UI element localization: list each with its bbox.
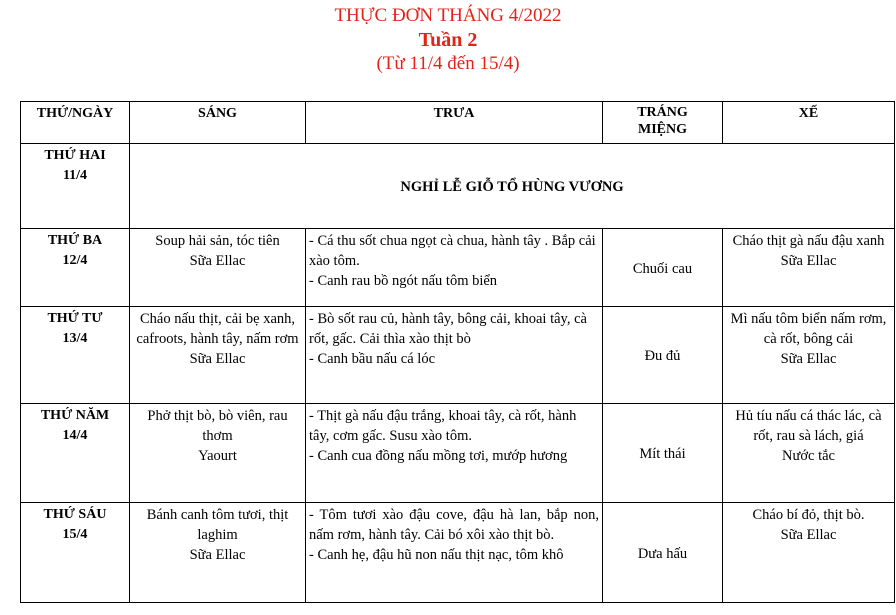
day-name: THỨ TƯ (47, 311, 103, 326)
morning-dish: Bánh canh tôm tươi, thịt laghim (146, 507, 289, 543)
afternoon-cell (723, 503, 895, 603)
table-row (21, 229, 895, 307)
lunch-main: - Thịt gà nấu đậu trắng, khoai tây, cà rốt, hành tây, cơm gấc. Susu xào tôm. (309, 408, 577, 444)
table-row (21, 503, 895, 603)
afternoon-dish: Cháo bí đỏ, thịt bò. (752, 507, 865, 523)
lunch-soup: - Canh hẹ, đậu hũ non nấu thịt nạc, tôm khô (309, 547, 564, 563)
morning-drink: Sữa Ellac (189, 253, 246, 269)
lunch-cell (306, 503, 603, 603)
dessert-cell: Chuối cau (603, 229, 723, 307)
afternoon-cell (723, 229, 895, 307)
lunch-soup: - Canh bầu nấu cá lóc (309, 351, 436, 367)
day-name: THỨ HAI (44, 148, 106, 163)
day-date: 15/4 (62, 527, 88, 542)
col-header-lunch: TRƯA (306, 102, 603, 144)
morning-dish: Soup hải sản, tóc tiên (155, 233, 280, 249)
col-header-dessert-line2: MIỆNG (638, 122, 687, 137)
table-row (21, 144, 895, 229)
lunch-cell (306, 404, 603, 503)
menu-date-range: (Từ 11/4 đến 15/4) (376, 53, 520, 74)
afternoon-drink: Sữa Ellac (780, 527, 837, 543)
morning-drink: Sữa Ellac (189, 351, 246, 367)
lunch-main: - Cá thu sốt chua ngọt cà chua, hành tây . Bắp cải xào tôm. (309, 233, 596, 269)
dessert-cell: Mít thái (603, 404, 723, 503)
lunch-cell (306, 229, 603, 307)
dessert-cell: Đu đủ (603, 307, 723, 404)
lunch-soup: - Canh rau bồ ngót nấu tôm biển (309, 273, 498, 289)
morning-drink: Yaourt (198, 448, 237, 464)
menu-header (0, 4, 896, 76)
day-date: 11/4 (62, 168, 88, 183)
menu-week: Tuần 2 (418, 29, 478, 51)
col-header-dessert (603, 102, 723, 144)
afternoon-dish: Hủ tíu nấu cá thác lác, cà rốt, rau sà lách, giá (735, 408, 882, 444)
dessert-cell: Dưa hấu (603, 503, 723, 603)
day-name: THỨ SÁU (43, 507, 107, 522)
afternoon-cell (723, 404, 895, 503)
morning-dish: Cháo nấu thịt, cải bẹ xanh, cafroots, hành tây, nấm rơm (136, 311, 299, 347)
afternoon-cell (723, 307, 895, 404)
afternoon-dish: Cháo thịt gà nấu đậu xanh (732, 233, 885, 249)
day-cell (21, 144, 130, 229)
menu-title: THỰC ĐƠN THÁNG 4/2022 (334, 5, 562, 26)
day-name: THỨ NĂM (40, 408, 110, 423)
morning-cell (130, 307, 306, 404)
day-date: 14/4 (62, 428, 88, 443)
afternoon-dish: Mì nấu tôm biển nấm rơm, cà rốt, bông cải (730, 311, 887, 347)
table-header-row (21, 102, 895, 144)
table-row (21, 404, 895, 503)
morning-cell (130, 404, 306, 503)
lunch-main: - Bò sốt rau củ, hành tây, bông cải, khoai tây, cà rốt, gấc. Cải thìa xào thịt bò (309, 311, 587, 347)
col-header-morning: SÁNG (130, 102, 306, 144)
day-name: THỨ BA (47, 233, 103, 248)
lunch-cell (306, 307, 603, 404)
afternoon-drink: Sữa Ellac (780, 351, 837, 367)
morning-drink: Sữa Ellac (189, 547, 246, 563)
holiday-notice: NGHỈ LỄ GIỖ TỔ HÙNG VƯƠNG (130, 144, 895, 229)
day-cell (21, 503, 130, 603)
afternoon-drink: Nước tắc (782, 448, 835, 464)
afternoon-drink: Sữa Ellac (780, 253, 837, 269)
day-date: 12/4 (62, 253, 88, 268)
morning-cell (130, 229, 306, 307)
lunch-soup: - Canh cua đồng nấu mồng tơi, mướp hương (309, 448, 568, 464)
menu-table (20, 101, 895, 603)
day-cell (21, 307, 130, 404)
table-row (21, 307, 895, 404)
morning-dish: Phở thịt bò, bò viên, rau thơm (147, 408, 288, 444)
day-date: 13/4 (62, 331, 88, 346)
col-header-afternoon: XẾ (723, 102, 895, 144)
day-cell (21, 404, 130, 503)
lunch-main: - Tôm tươi xào đậu cove, đậu hà lan, bắp non, nấm rơm, hành tây. Cải bó xôi xào thịt bò. (309, 507, 599, 543)
morning-cell (130, 503, 306, 603)
col-header-day: THỨ/NGÀY (21, 102, 130, 144)
day-cell (21, 229, 130, 307)
col-header-dessert-line1: TRÁNG (637, 105, 688, 120)
